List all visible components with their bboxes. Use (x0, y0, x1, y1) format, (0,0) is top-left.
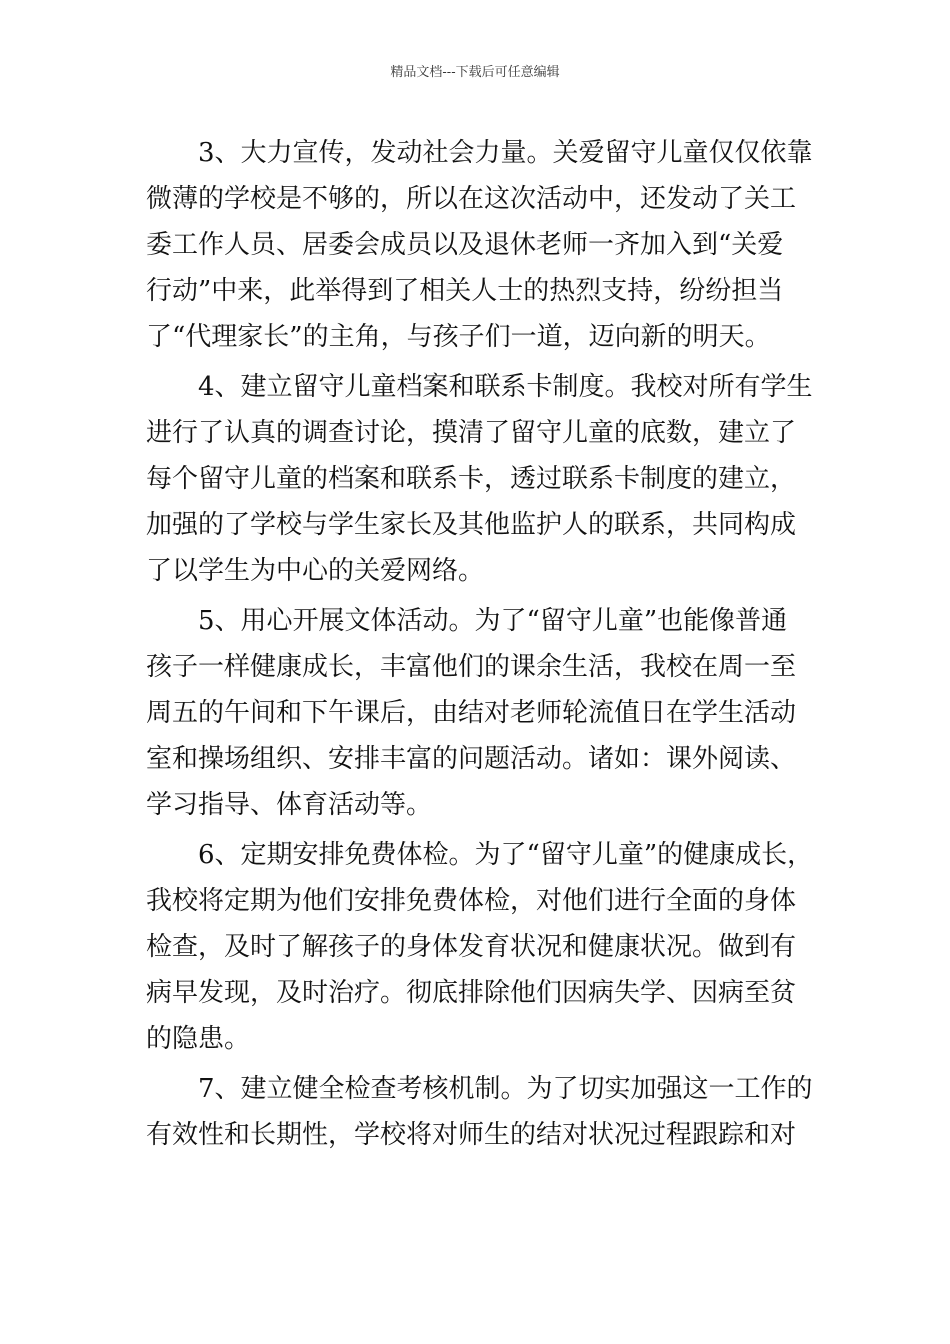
paragraph-line: 病早发现，及时治疗。彻底排除他们因病失学、因病至贫 (146, 978, 797, 1008)
paragraph-line: 委工作人员、居委会成员以及退休老师一齐加入到“关爱 (146, 230, 784, 260)
paragraph-line: 进行了认真的调查讨论，摸清了留守儿童的底数，建立了 (146, 418, 797, 448)
paragraph-line: 周五的午间和下午课后，由结对老师轮流值日在学生活动 (146, 698, 797, 728)
paragraph-line: 室和操场组织、安排丰富的问题活动。诸如：课外阅读、 (146, 744, 797, 774)
paragraph-4 (146, 364, 826, 594)
paragraph-line: 4、建立留守儿童档案和联系卡制度。我校对所有学生 (198, 372, 813, 402)
paragraph-line: 行动”中来，此举得到了相关人士的热烈支持，纷纷担当 (146, 276, 784, 306)
paragraph-line: 学习指导、体育活动等。 (146, 790, 433, 820)
paragraph-line: 6、定期安排免费体检。为了“留守儿童”的健康成长， (198, 840, 814, 870)
paragraph-line: 的隐患。 (146, 1024, 251, 1054)
paragraph-line: 加强的了学校与学生家长及其他监护人的联系，共同构成 (146, 510, 797, 540)
paragraph-line: 孩子一样健康成长，丰富他们的课余生活，我校在周一至 (146, 652, 797, 682)
page-header: 精品文档---下载后可任意编辑 (390, 65, 560, 80)
paragraph-6 (146, 832, 826, 1062)
paragraph-line: 3、大力宣传，发动社会力量。关爱留守儿童仅仅依靠 (198, 138, 813, 168)
paragraph-5 (146, 598, 826, 828)
paragraph-line: 了以学生为中心的关爱网络。 (146, 556, 485, 586)
paragraph-3 (146, 130, 826, 360)
paragraph-line: 每个留守儿童的档案和联系卡，透过联系卡制度的建立， (146, 464, 797, 494)
paragraph-line: 5、用心开展文体活动。为了“留守儿童”也能像普通 (198, 606, 788, 636)
paragraph-7 (146, 1066, 826, 1158)
paragraph-line: 检查，及时了解孩子的身体发育状况和健康状况。做到有 (146, 932, 797, 962)
paragraph-line: 我校将定期为他们安排免费体检，对他们进行全面的身体 (146, 886, 797, 916)
document-body (146, 130, 826, 1162)
paragraph-line: 了“代理家长”的主角，与孩子们一道，迈向新的明天。 (146, 322, 771, 352)
paragraph-line: 微薄的学校是不够的，所以在这次活动中，还发动了关工 (146, 184, 797, 214)
paragraph-line: 7、建立健全检查考核机制。为了切实加强这一工作的 (198, 1074, 813, 1104)
paragraph-line: 有效性和长期性，学校将对师生的结对状况过程跟踪和对 (146, 1120, 797, 1150)
